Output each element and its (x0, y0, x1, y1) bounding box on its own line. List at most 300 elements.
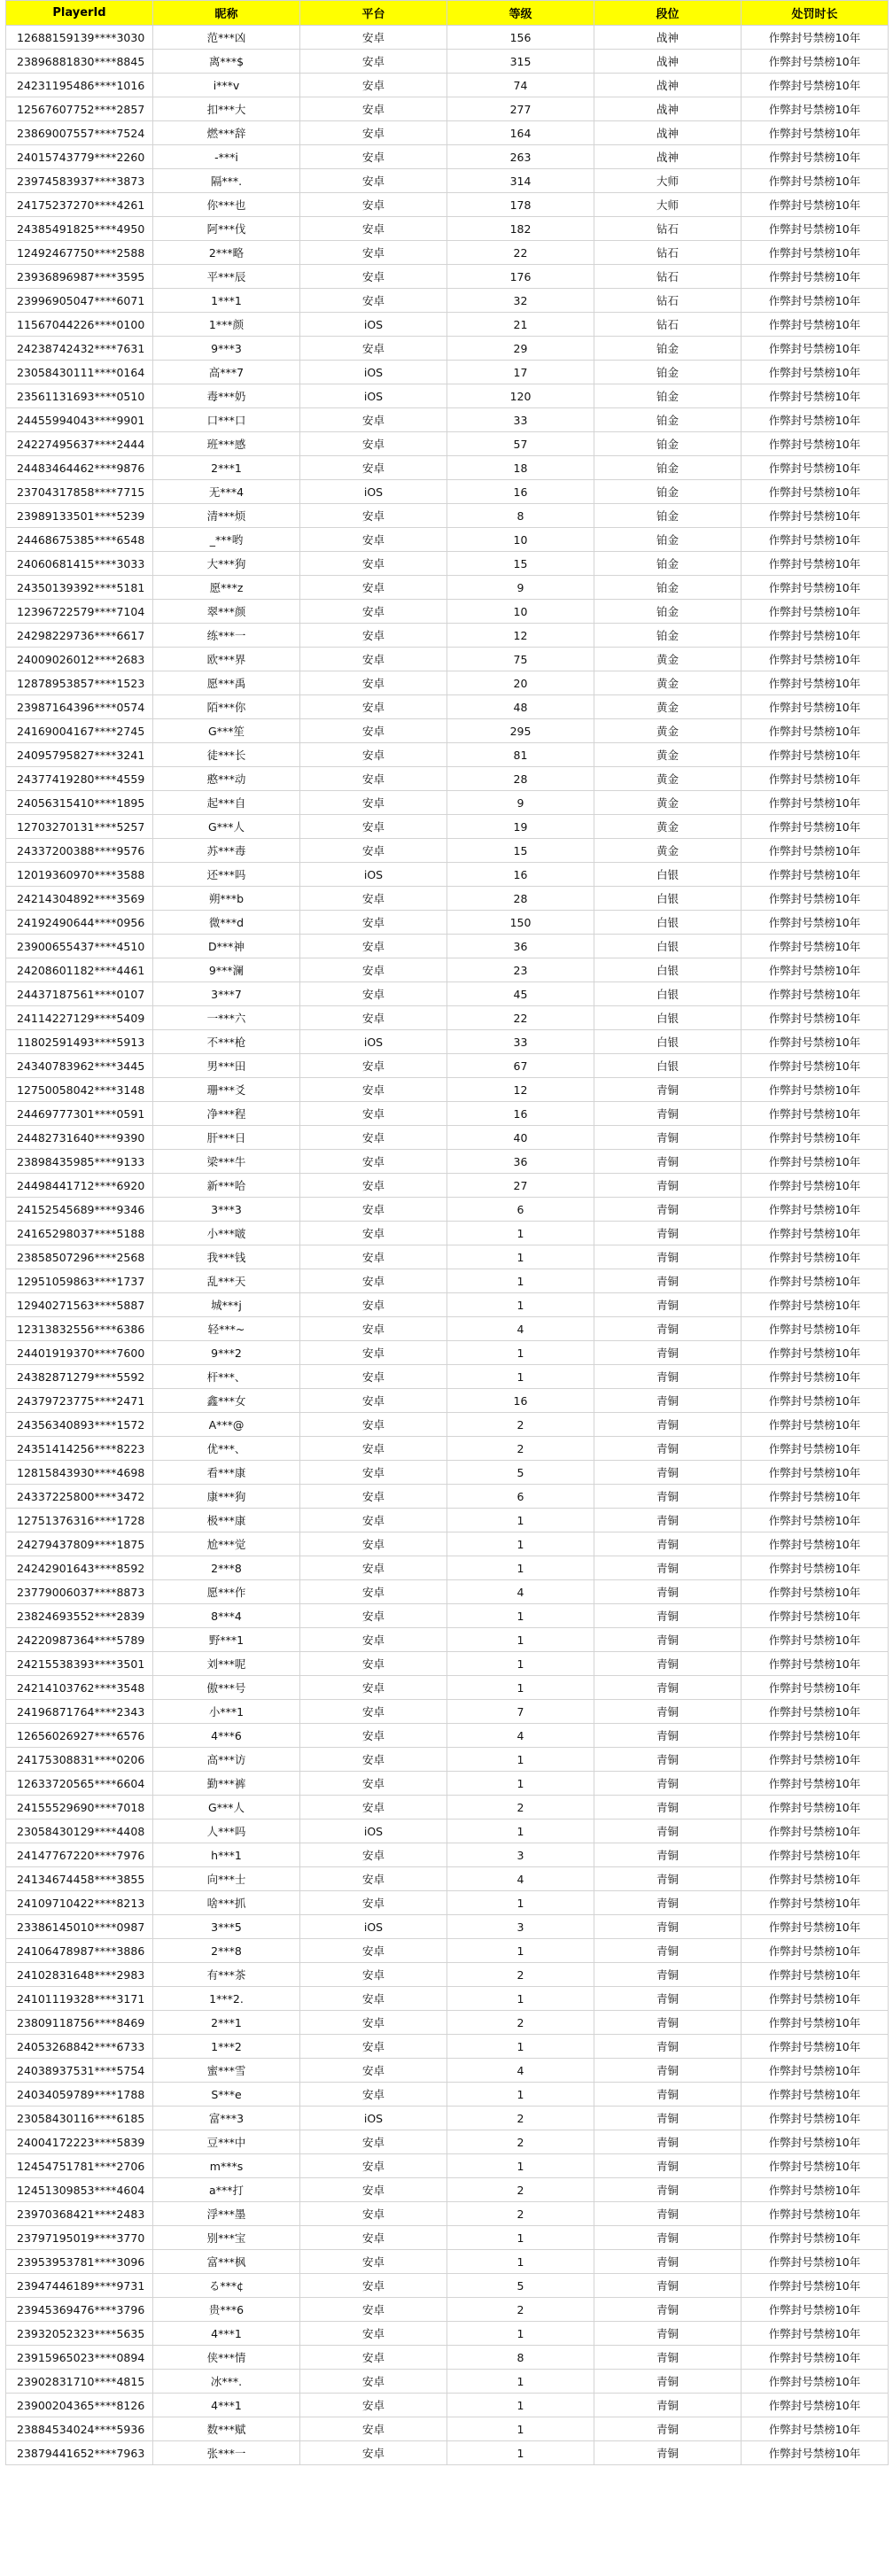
player-id-cell: 23858507296****2568 (6, 1245, 153, 1269)
rank-cell: 白银 (594, 911, 742, 935)
level-cell: 74 (447, 74, 594, 97)
rank-cell: 青铜 (594, 1198, 742, 1222)
nickname-cell: 4***1 (153, 2322, 300, 2346)
header-row (6, 1, 889, 26)
level-cell: 9 (447, 576, 594, 600)
rank-cell: 青铜 (594, 2154, 742, 2178)
table-row (6, 600, 889, 624)
player-id-cell: 12951059863****1737 (6, 1269, 153, 1293)
player-id-cell: 23970368421****2483 (6, 2202, 153, 2226)
penalty-cell: 作弊封号禁榜10年 (742, 1389, 889, 1413)
platform-cell: 安卓 (300, 2298, 447, 2322)
rank-cell: 青铜 (594, 2274, 742, 2298)
penalty-cell: 作弊封号禁榜10年 (742, 217, 889, 241)
penalty-cell: 作弊封号禁榜10年 (742, 1604, 889, 1628)
level-cell: 1 (447, 1628, 594, 1652)
penalty-cell: 作弊封号禁榜10年 (742, 26, 889, 50)
penalty-cell: 作弊封号禁榜10年 (742, 1748, 889, 1772)
penalty-cell: 作弊封号禁榜10年 (742, 1796, 889, 1819)
penalty-cell: 作弊封号禁榜10年 (742, 1509, 889, 1532)
player-id-cell: 23884534024****5936 (6, 2417, 153, 2441)
nickname-cell: 愿***作 (153, 1580, 300, 1604)
player-id-cell: 24134674458****3855 (6, 1867, 153, 1891)
platform-cell: 安卓 (300, 624, 447, 648)
nickname-cell: 小***啵 (153, 1222, 300, 1245)
penalty-cell: 作弊封号禁榜10年 (742, 2154, 889, 2178)
level-cell: 1 (447, 2441, 594, 2465)
player-id-cell: 12815843930****4698 (6, 1461, 153, 1485)
player-id-cell: 24279437809****1875 (6, 1532, 153, 1556)
level-cell: 1 (447, 2322, 594, 2346)
player-id-cell: 12313832556****6386 (6, 1317, 153, 1341)
penalty-cell: 作弊封号禁榜10年 (742, 1724, 889, 1748)
penalty-cell: 作弊封号禁榜10年 (742, 1987, 889, 2011)
header-platform: 平台 (300, 1, 447, 26)
platform-cell: 安卓 (300, 1078, 447, 1102)
penalty-cell: 作弊封号禁榜10年 (742, 1006, 889, 1030)
rank-cell: 青铜 (594, 1389, 742, 1413)
level-cell: 22 (447, 1006, 594, 1030)
table-row (6, 1006, 889, 1030)
penalty-cell: 作弊封号禁榜10年 (742, 1222, 889, 1245)
level-cell: 1 (447, 1556, 594, 1580)
platform-cell: 安卓 (300, 935, 447, 958)
rank-cell: 铂金 (594, 456, 742, 480)
nickname-cell: 贵***6 (153, 2298, 300, 2322)
table-row (6, 2322, 889, 2346)
nickname-cell: D***神 (153, 935, 300, 958)
nickname-cell: 毒***奶 (153, 384, 300, 408)
level-cell: 22 (447, 241, 594, 265)
table-row (6, 2441, 889, 2465)
platform-cell: 安卓 (300, 671, 447, 695)
table-row (6, 2107, 889, 2130)
platform-cell: 安卓 (300, 648, 447, 671)
platform-cell: 安卓 (300, 2059, 447, 2083)
table-row (6, 97, 889, 121)
penalty-cell: 作弊封号禁榜10年 (742, 2035, 889, 2059)
player-id-cell: 12751376316****1728 (6, 1509, 153, 1532)
platform-cell: 安卓 (300, 241, 447, 265)
level-cell: 1 (447, 2035, 594, 2059)
nickname-cell: G***人 (153, 1796, 300, 1819)
platform-cell: 安卓 (300, 26, 447, 50)
penalty-cell: 作弊封号禁榜10年 (742, 719, 889, 743)
nickname-cell: 8***4 (153, 1604, 300, 1628)
penalty-cell: 作弊封号禁榜10年 (742, 456, 889, 480)
table-row (6, 1724, 889, 1748)
platform-cell: 安卓 (300, 1843, 447, 1867)
rank-cell: 青铜 (594, 1628, 742, 1652)
penalty-cell: 作弊封号禁榜10年 (742, 1963, 889, 1987)
nickname-cell: 9***澜 (153, 958, 300, 982)
table-row (6, 528, 889, 552)
platform-cell: 安卓 (300, 1365, 447, 1389)
level-cell: 1 (447, 1772, 594, 1796)
table-row (6, 50, 889, 74)
level-cell: 19 (447, 815, 594, 839)
player-id-cell: 24337200388****9576 (6, 839, 153, 863)
level-cell: 1 (447, 1532, 594, 1556)
player-id-cell: 24114227129****5409 (6, 1006, 153, 1030)
platform-cell: 安卓 (300, 2370, 447, 2394)
player-id-cell: 23797195019****3770 (6, 2226, 153, 2250)
table-row (6, 2250, 889, 2274)
nickname-cell: 高***7 (153, 361, 300, 384)
nickname-cell: 一***六 (153, 1006, 300, 1030)
platform-cell: 安卓 (300, 815, 447, 839)
table-row (6, 2035, 889, 2059)
platform-cell: iOS (300, 1819, 447, 1843)
nickname-cell: 微***d (153, 911, 300, 935)
player-id-cell: 24482731640****9390 (6, 1126, 153, 1150)
level-cell: 81 (447, 743, 594, 767)
platform-cell: 安卓 (300, 2322, 447, 2346)
penalty-cell: 作弊封号禁榜10年 (742, 671, 889, 695)
table-row (6, 1748, 889, 1772)
level-cell: 1 (447, 1891, 594, 1915)
table-row (6, 1269, 889, 1293)
platform-cell: 安卓 (300, 2346, 447, 2370)
penalty-cell: 作弊封号禁榜10年 (742, 576, 889, 600)
platform-cell: 安卓 (300, 145, 447, 169)
rank-cell: 白银 (594, 982, 742, 1006)
penalty-cell: 作弊封号禁榜10年 (742, 2417, 889, 2441)
penalty-cell: 作弊封号禁榜10年 (742, 1245, 889, 1269)
nickname-cell: 苏***毒 (153, 839, 300, 863)
platform-cell: 安卓 (300, 169, 447, 193)
nickname-cell: 平***辰 (153, 265, 300, 289)
player-id-cell: 24004172223****5839 (6, 2130, 153, 2154)
level-cell: 2 (447, 2107, 594, 2130)
player-id-cell: 24056315410****1895 (6, 791, 153, 815)
player-id-cell: 23869007557****7524 (6, 121, 153, 145)
platform-cell: 安卓 (300, 1126, 447, 1150)
rank-cell: 青铜 (594, 1365, 742, 1389)
table-row (6, 863, 889, 887)
platform-cell: iOS (300, 863, 447, 887)
penalty-cell: 作弊封号禁榜10年 (742, 2011, 889, 2035)
penalty-cell: 作弊封号禁榜10年 (742, 169, 889, 193)
table-row (6, 480, 889, 504)
level-cell: 2 (447, 2178, 594, 2202)
penalty-cell: 作弊封号禁榜10年 (742, 1461, 889, 1485)
platform-cell: 安卓 (300, 1891, 447, 1915)
penalty-cell: 作弊封号禁榜10年 (742, 432, 889, 456)
level-cell: 1 (447, 1748, 594, 1772)
table-row (6, 193, 889, 217)
rank-cell: 青铜 (594, 1413, 742, 1437)
level-cell: 176 (447, 265, 594, 289)
platform-cell: 安卓 (300, 1413, 447, 1437)
player-id-cell: 24053268842****6733 (6, 2035, 153, 2059)
rank-cell: 青铜 (594, 1437, 742, 1461)
player-id-cell: 12940271563****5887 (6, 1293, 153, 1317)
rank-cell: 青铜 (594, 1245, 742, 1269)
penalty-cell: 作弊封号禁榜10年 (742, 935, 889, 958)
penalty-cell: 作弊封号禁榜10年 (742, 2202, 889, 2226)
player-id-cell: 24038937531****5754 (6, 2059, 153, 2083)
nickname-cell: 数***赋 (153, 2417, 300, 2441)
platform-cell: 安卓 (300, 1461, 447, 1485)
nickname-cell: 啥***抓 (153, 1891, 300, 1915)
level-cell: 12 (447, 1078, 594, 1102)
table-row (6, 2011, 889, 2035)
penalty-cell: 作弊封号禁榜10年 (742, 2298, 889, 2322)
rank-cell: 铂金 (594, 480, 742, 504)
platform-cell: 安卓 (300, 2011, 447, 2035)
platform-cell: 安卓 (300, 1341, 447, 1365)
level-cell: 48 (447, 695, 594, 719)
level-cell: 2 (447, 1963, 594, 1987)
penalty-cell: 作弊封号禁榜10年 (742, 2107, 889, 2130)
player-id-cell: 23058430111****0164 (6, 361, 153, 384)
player-id-cell: 23896881830****8845 (6, 50, 153, 74)
table-row (6, 2370, 889, 2394)
table-row (6, 1317, 889, 1341)
rank-cell: 青铜 (594, 2226, 742, 2250)
penalty-cell: 作弊封号禁榜10年 (742, 337, 889, 361)
table-row (6, 2274, 889, 2298)
platform-cell: 安卓 (300, 121, 447, 145)
rank-cell: 青铜 (594, 1222, 742, 1245)
nickname-cell: 珊***爻 (153, 1078, 300, 1102)
rank-cell: 白银 (594, 887, 742, 911)
rank-cell: 青铜 (594, 1604, 742, 1628)
table-row (6, 935, 889, 958)
penalty-cell: 作弊封号禁榜10年 (742, 1891, 889, 1915)
level-cell: 33 (447, 408, 594, 432)
level-cell: 156 (447, 26, 594, 50)
platform-cell: 安卓 (300, 982, 447, 1006)
level-cell: 150 (447, 911, 594, 935)
level-cell: 28 (447, 887, 594, 911)
table-row (6, 1819, 889, 1843)
player-id-cell: 12454751781****2706 (6, 2154, 153, 2178)
penalty-cell: 作弊封号禁榜10年 (742, 121, 889, 145)
penalty-cell: 作弊封号禁榜10年 (742, 1652, 889, 1676)
table-row (6, 1485, 889, 1509)
level-cell: 1 (447, 1987, 594, 2011)
player-id-cell: 24379723775****2471 (6, 1389, 153, 1413)
penalty-cell: 作弊封号禁榜10年 (742, 1843, 889, 1867)
level-cell: 295 (447, 719, 594, 743)
platform-cell: 安卓 (300, 408, 447, 432)
rank-cell: 青铜 (594, 1963, 742, 1987)
level-cell: 1 (447, 2250, 594, 2274)
table-row (6, 1293, 889, 1317)
platform-cell: 安卓 (300, 1102, 447, 1126)
nickname-cell: h***1 (153, 1843, 300, 1867)
nickname-cell: 不***枪 (153, 1030, 300, 1054)
nickname-cell: 傲***号 (153, 1676, 300, 1700)
rank-cell: 青铜 (594, 1532, 742, 1556)
rank-cell: 铂金 (594, 504, 742, 528)
table-row (6, 265, 889, 289)
rank-cell: 黄金 (594, 743, 742, 767)
nickname-cell: 野***1 (153, 1628, 300, 1652)
header-level: 等级 (447, 1, 594, 26)
player-id-cell: 23058430129****4408 (6, 1819, 153, 1843)
player-id-cell: 23058430116****6185 (6, 2107, 153, 2130)
player-id-cell: 12019360970****3588 (6, 863, 153, 887)
platform-cell: 安卓 (300, 456, 447, 480)
level-cell: 1 (447, 2226, 594, 2250)
rank-cell: 战神 (594, 121, 742, 145)
platform-cell: 安卓 (300, 2202, 447, 2226)
platform-cell: 安卓 (300, 695, 447, 719)
player-id-cell: 24175308831****0206 (6, 1748, 153, 1772)
penalty-cell: 作弊封号禁榜10年 (742, 1030, 889, 1054)
level-cell: 1 (447, 1222, 594, 1245)
penalty-cell: 作弊封号禁榜10年 (742, 74, 889, 97)
table-header (6, 1, 889, 26)
nickname-cell: 练***一 (153, 624, 300, 648)
platform-cell: 安卓 (300, 2274, 447, 2298)
level-cell: 67 (447, 1054, 594, 1078)
nickname-cell: 张***一 (153, 2441, 300, 2465)
table-row (6, 2178, 889, 2202)
nickname-cell: 刘***呢 (153, 1652, 300, 1676)
player-id-cell: 12750058042****3148 (6, 1078, 153, 1102)
level-cell: 1 (447, 1819, 594, 1843)
platform-cell: 安卓 (300, 1867, 447, 1891)
rank-cell: 黄金 (594, 839, 742, 863)
player-id-cell: 12492467750****2588 (6, 241, 153, 265)
player-id-cell: 23953953781****3096 (6, 2250, 153, 2274)
penalty-cell: 作弊封号禁榜10年 (742, 97, 889, 121)
rank-cell: 黄金 (594, 791, 742, 815)
rank-cell: 青铜 (594, 2202, 742, 2226)
level-cell: 1 (447, 1939, 594, 1963)
nickname-cell: 4***6 (153, 1724, 300, 1748)
platform-cell: iOS (300, 313, 447, 337)
platform-cell: 安卓 (300, 1437, 447, 1461)
level-cell: 9 (447, 791, 594, 815)
nickname-cell: 1***2. (153, 1987, 300, 2011)
player-id-cell: 24468675385****6548 (6, 528, 153, 552)
penalty-cell: 作弊封号禁榜10年 (742, 1915, 889, 1939)
level-cell: 16 (447, 863, 594, 887)
player-id-cell: 23809118756****8469 (6, 2011, 153, 2035)
level-cell: 28 (447, 767, 594, 791)
table-row (6, 361, 889, 384)
rank-cell: 黄金 (594, 719, 742, 743)
nickname-cell: 3***3 (153, 1198, 300, 1222)
level-cell: 32 (447, 289, 594, 313)
rank-cell: 战神 (594, 74, 742, 97)
nickname-cell: G***笙 (153, 719, 300, 743)
level-cell: 2 (447, 1796, 594, 1819)
player-id-cell: 24095795827****3241 (6, 743, 153, 767)
level-cell: 10 (447, 528, 594, 552)
platform-cell: 安卓 (300, 1676, 447, 1700)
table-row (6, 791, 889, 815)
platform-cell: 安卓 (300, 791, 447, 815)
table-row (6, 1222, 889, 1245)
penalty-cell: 作弊封号禁榜10年 (742, 1198, 889, 1222)
level-cell: 4 (447, 2059, 594, 2083)
table-row (6, 504, 889, 528)
player-id-cell: 12878953857****1523 (6, 671, 153, 695)
nickname-cell: 富***枫 (153, 2250, 300, 2274)
rank-cell: 青铜 (594, 1509, 742, 1532)
rank-cell: 黄金 (594, 648, 742, 671)
level-cell: 16 (447, 1102, 594, 1126)
rank-cell: 大师 (594, 193, 742, 217)
nickname-cell: 班***感 (153, 432, 300, 456)
nickname-cell: 康***狗 (153, 1485, 300, 1509)
platform-cell: 安卓 (300, 1317, 447, 1341)
rank-cell: 青铜 (594, 1126, 742, 1150)
rank-cell: 青铜 (594, 1293, 742, 1317)
level-cell: 75 (447, 648, 594, 671)
nickname-cell: 肝***日 (153, 1126, 300, 1150)
nickname-cell: 鑫***女 (153, 1389, 300, 1413)
penalty-cell: 作弊封号禁榜10年 (742, 1628, 889, 1652)
player-id-cell: 24169004167****2745 (6, 719, 153, 743)
platform-cell: 安卓 (300, 193, 447, 217)
penalty-cell: 作弊封号禁榜10年 (742, 863, 889, 887)
rank-cell: 青铜 (594, 1269, 742, 1293)
table-row (6, 1413, 889, 1437)
table-row (6, 2417, 889, 2441)
platform-cell: 安卓 (300, 74, 447, 97)
rank-cell: 大师 (594, 169, 742, 193)
penalty-cell: 作弊封号禁榜10年 (742, 1126, 889, 1150)
platform-cell: iOS (300, 2107, 447, 2130)
platform-cell: 安卓 (300, 337, 447, 361)
nickname-cell: 人***吗 (153, 1819, 300, 1843)
nickname-cell: 你***也 (153, 193, 300, 217)
table-row (6, 911, 889, 935)
level-cell: 1 (447, 1245, 594, 1269)
platform-cell: 安卓 (300, 2226, 447, 2250)
player-id-cell: 24165298037****5188 (6, 1222, 153, 1245)
rank-cell: 青铜 (594, 1939, 742, 1963)
player-id-cell: 12567607752****2857 (6, 97, 153, 121)
table-row (6, 2202, 889, 2226)
player-id-cell: 23932052323****5635 (6, 2322, 153, 2346)
nickname-cell: 小***1 (153, 1700, 300, 1724)
level-cell: 17 (447, 361, 594, 384)
player-id-cell: 11802591493****5913 (6, 1030, 153, 1054)
nickname-cell: 净***程 (153, 1102, 300, 1126)
rank-cell: 青铜 (594, 1700, 742, 1724)
nickname-cell: 阿***伐 (153, 217, 300, 241)
player-id-cell: 23779006037****8873 (6, 1580, 153, 1604)
player-id-cell: 24340783962****3445 (6, 1054, 153, 1078)
platform-cell: 安卓 (300, 1389, 447, 1413)
penalty-cell: 作弊封号禁榜10年 (742, 1317, 889, 1341)
table-row (6, 839, 889, 863)
penalty-cell: 作弊封号禁榜10年 (742, 982, 889, 1006)
penalty-cell: 作弊封号禁榜10年 (742, 1054, 889, 1078)
penalty-cell: 作弊封号禁榜10年 (742, 1293, 889, 1317)
level-cell: 2 (447, 1437, 594, 1461)
table-row (6, 552, 889, 576)
player-id-cell: 23900204365****8126 (6, 2394, 153, 2417)
nickname-cell: 离***$ (153, 50, 300, 74)
nickname-cell: A***@ (153, 1413, 300, 1437)
player-id-cell: 23386145010****0987 (6, 1915, 153, 1939)
nickname-cell: i***v (153, 74, 300, 97)
penalty-cell: 作弊封号禁榜10年 (742, 2370, 889, 2394)
table-row (6, 337, 889, 361)
player-id-cell: 23900655437****4510 (6, 935, 153, 958)
player-id-cell: 23987164396****0574 (6, 695, 153, 719)
header-player-id: PlayerId (6, 1, 153, 26)
